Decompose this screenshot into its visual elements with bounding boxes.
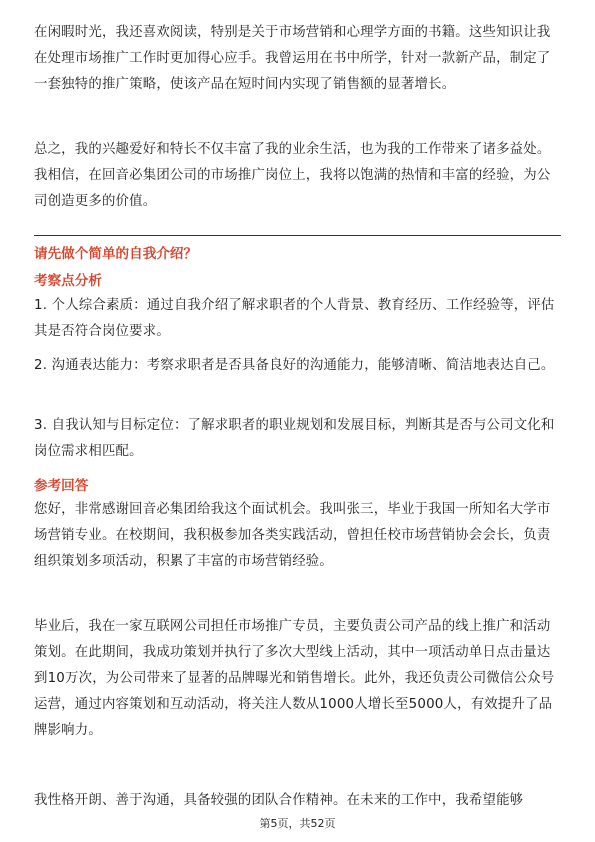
- answer-paragraph-1: 您好，非常感谢回音必集团给我这个面试机会。我叫张三，毕业于我国一所知名大学市场营销专业。在校期间，我积极参加各类实践活动，曾担任校市场营销协会会长，负责组织策划多项活动，积累了丰富的市场营销经验。: [34, 502, 551, 569]
- section-divider: [34, 235, 561, 236]
- analysis-point-1: 1. 个人综合素质：通过自我介绍了解求职者的个人背景、教育经历、工作经验等，评估其是否符合岗位要求。: [34, 298, 555, 339]
- analysis-point-2: 2. 沟通表达能力：考察求职者是否具备良好的沟通能力，能够清晰、简洁地表达自己。: [34, 358, 555, 373]
- analysis-heading: 考察点分析: [34, 273, 102, 289]
- page-number: 第5页，共52页: [259, 817, 336, 830]
- analysis-point-3: 3. 自我认知与目标定位：了解求职者的职业规划和发展目标，判断其是否与公司文化和岗位需求相匹配。: [34, 418, 555, 459]
- intro-paragraph-2: 总之，我的兴趣爱好和特长不仅丰富了我的业余生活，也为我的工作带来了诸多益处。我相信，在回音必集团公司的市场推广岗位上，我将以饱满的热情和丰富的经验，为公司创造更多的价值。: [34, 142, 551, 209]
- answer-paragraph-3: 我性格开朗、善于沟通，具备较强的团队合作精神。在未来的工作中，我希望能够: [34, 793, 524, 808]
- question-title: 请先做个简单的自我介绍？: [34, 246, 198, 262]
- answer-paragraph-2: 毕业后，我在一家互联网公司担任市场推广专员，主要负责公司产品的线上推广和活动策划。在此期间，我成功策划并执行了多次大型线上活动，其中一项活动单日点击量达到10万次，为公司带来了显著的品牌曝光和销售增长。此外，我还负责公司微信公众号运营，通过内容策划和互动活动，将关注人数从1000人增长至5000人，有效提升了品牌影响力。: [34, 619, 555, 738]
- answer-heading: 参考回答: [34, 478, 89, 494]
- intro-paragraph-1: 在闲暇时光，我还喜欢阅读，特别是关于市场营销和心理学方面的书籍。这些知识让我在处理市场推广工作时更加得心应手。我曾运用在书中所学，针对一款新产品，制定了一套独特的推广策略，使该产品在短时间内实现了销售额的显著增长。: [34, 25, 551, 92]
